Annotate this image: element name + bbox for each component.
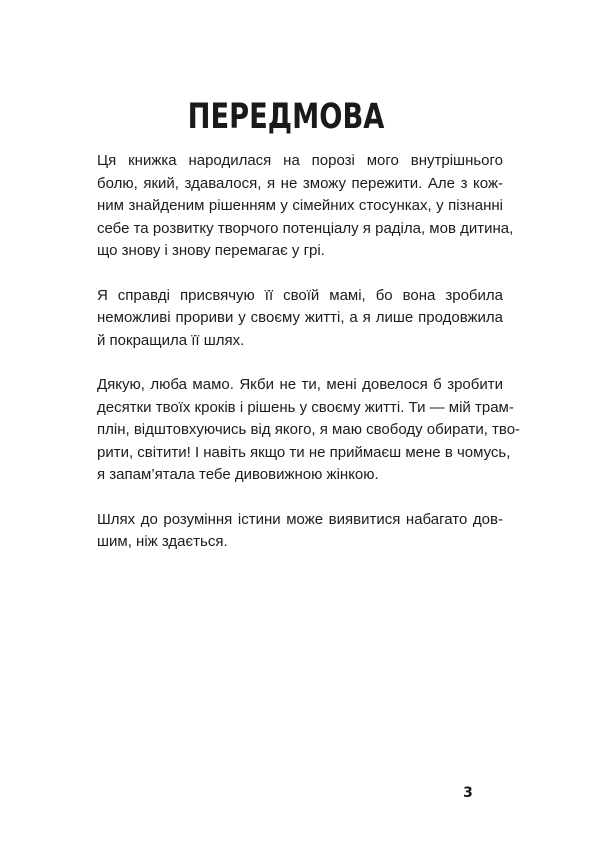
text-line: Ця книжка народилася на порозі мого внутрішнього (97, 152, 503, 169)
text-line: болю, який, здавалося, я не зможу пережити. Але з кож- (97, 174, 503, 192)
text-line: неможливі прориви у своєму житті, а я лише продовжила (97, 309, 503, 326)
text-line: й покращила її шлях. (97, 331, 245, 349)
text-line: Дякую, люба мамо. Якби не ти, мені довелося б зробити (97, 376, 503, 393)
text-line: ним знайденим рішенням у сімейних стосунках, у пізнанні (97, 197, 503, 214)
text-line: Шлях до розуміння істини може виявитися набагато дов- (97, 510, 503, 528)
text-line: Я справді присвячую її своїй мамі, бо вона зробила (97, 286, 503, 304)
text-line: рити, світити! І навіть якщо ти не приймаєш мене в чомусь, (97, 443, 511, 461)
page-number: 3 (463, 785, 473, 801)
preface-body (97, 150, 521, 576)
paragraph-4 (97, 509, 503, 554)
paragraph-3 (97, 374, 521, 487)
text-line: шим, ніж здається. (97, 533, 228, 550)
page-title: ПЕРЕДМОВА (187, 97, 385, 137)
text-line: десятки твоїх кроків і рішень у своєму житті. Ти — мій трам- (97, 398, 514, 416)
text-line: я запам’ятала тебе дивовижною жінкою. (97, 466, 379, 483)
text-line: що знову і знову перемагає у грі. (97, 242, 325, 259)
paragraph-1 (97, 150, 514, 263)
paragraph-2 (97, 285, 503, 353)
text-line: себе та розвитку творчого потенціалу я раділа, мов дитина, (97, 219, 514, 237)
text-line: плін, відштовхуючись від якого, я маю свободу обирати, тво- (97, 421, 521, 438)
